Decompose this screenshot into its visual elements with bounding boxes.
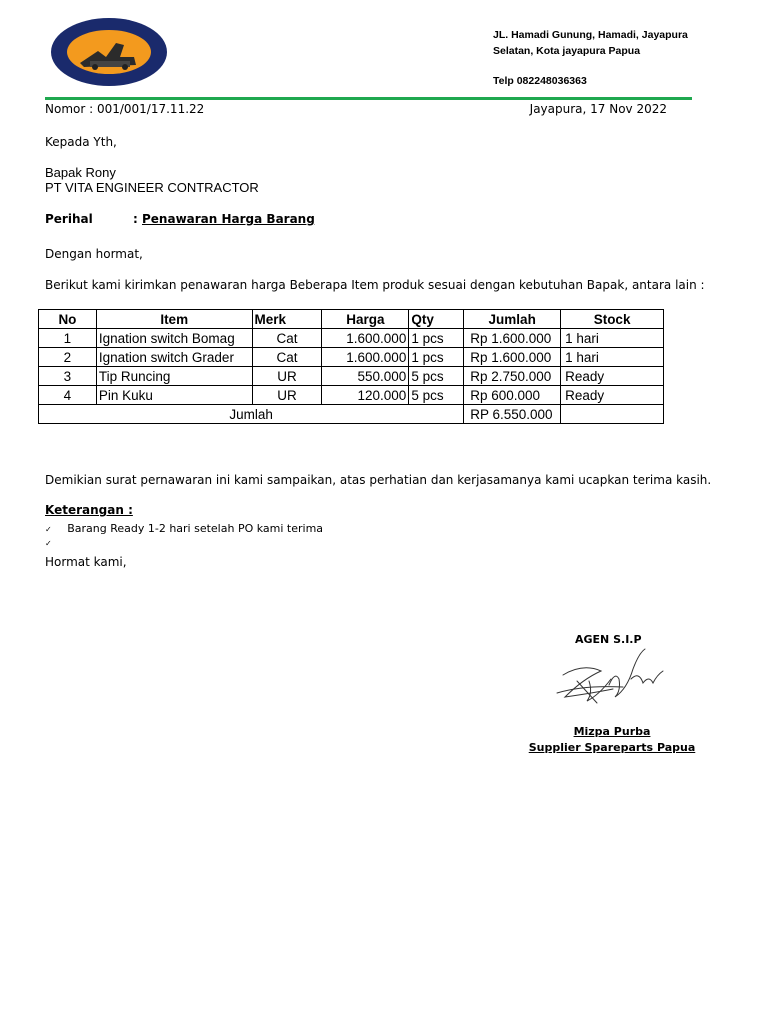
notes-item-2 — [45, 536, 52, 549]
subject-text: Penawaran Harga Barang — [142, 212, 315, 226]
handwritten-signature — [553, 645, 668, 707]
cell-no: 2 — [39, 348, 97, 367]
cell-harga: 1.600.000 — [322, 348, 409, 367]
table-row — [39, 329, 664, 348]
phone-number: Telp 082248036363 — [493, 75, 587, 87]
table-row — [39, 348, 664, 367]
cell-stock: Ready — [561, 367, 664, 386]
cell-item: Ignation switch Bomag — [96, 329, 252, 348]
cell-jumlah: Rp 600.000 — [464, 386, 561, 405]
company-logo — [50, 17, 168, 87]
cell-harga: 550.000 — [322, 367, 409, 386]
greeting: Dengan hormat, — [45, 247, 143, 261]
signatory-name: Mizpa Purba — [573, 725, 651, 738]
checkmark-icon: ✓ — [45, 539, 52, 548]
notes-item-1 — [45, 522, 323, 535]
cell-merk: UR — [252, 386, 322, 405]
table-row — [39, 367, 664, 386]
notes-item-text: Barang Ready 1-2 hari setelah PO kami terima — [67, 522, 324, 535]
cell-merk: Cat — [252, 329, 322, 348]
cell-harga: 120.000 — [322, 386, 409, 405]
cell-jumlah: Rp 1.600.000 — [464, 348, 561, 367]
letter-number: Nomor : 001/001/17.11.22 — [45, 102, 205, 116]
cell-no: 4 — [39, 386, 97, 405]
signatory-position: Supplier Spareparts Papua — [528, 741, 696, 754]
cell-qty: 5 pcs — [409, 386, 464, 405]
notes-label: Keterangan : — [45, 503, 133, 517]
cell-no: 1 — [39, 329, 97, 348]
cell-qty: 1 pcs — [409, 329, 464, 348]
total-value: RP 6.550.000 — [464, 405, 561, 424]
header-merk: Merk — [252, 310, 322, 329]
address-line-2: Selatan, Kota jayapura Papua — [493, 45, 641, 57]
header-jumlah: Jumlah — [464, 310, 561, 329]
cell-no: 3 — [39, 367, 97, 386]
cell-item: Ignation switch Grader — [96, 348, 252, 367]
address-line-1: JL. Hamadi Gunung, Hamadi, Jayapura — [493, 29, 688, 41]
header-no: No — [39, 310, 97, 329]
intro-paragraph: Berikut kami kirimkan penawaran harga Beberapa Item produk sesuai dengan kebutuhan Bapak, antara lain : — [45, 278, 705, 292]
cell-item: Pin Kuku — [96, 386, 252, 405]
cell-harga: 1.600.000 — [322, 329, 409, 348]
checkmark-icon: ✓ — [45, 525, 52, 534]
cell-merk: UR — [252, 367, 322, 386]
table-total-row — [39, 405, 664, 424]
total-empty-cell — [561, 405, 664, 424]
recipient-salutation: Kepada Yth, — [45, 135, 117, 149]
regards: Hormat kami, — [45, 555, 127, 569]
header-harga: Harga — [322, 310, 409, 329]
cell-merk: Cat — [252, 348, 322, 367]
cell-stock: 1 hari — [561, 348, 664, 367]
subject-separator: : — [133, 212, 138, 226]
price-table — [38, 309, 664, 424]
recipient-company: PT VITA ENGINEER CONTRACTOR — [45, 180, 259, 195]
closing-paragraph: Demikian surat pernawaran ini kami sampaikan, atas perhatian dan kerjasamanya kami ucapkan terima kasih. — [45, 473, 712, 487]
signatory-title: AGEN S.I.P — [575, 633, 642, 646]
signatory-block — [492, 724, 732, 756]
cell-stock: Ready — [561, 386, 664, 405]
header-item: Item — [96, 310, 252, 329]
cell-qty: 5 pcs — [409, 367, 464, 386]
place-date: Jayapura, 17 Nov 2022 — [529, 102, 667, 116]
letterhead-divider — [45, 97, 692, 100]
cell-jumlah: Rp 1.600.000 — [464, 329, 561, 348]
table-row — [39, 386, 664, 405]
subject-value — [133, 212, 315, 226]
header-qty: Qty — [409, 310, 464, 329]
cell-item: Tip Runcing — [96, 367, 252, 386]
total-label: Jumlah — [39, 405, 464, 424]
header-stock: Stock — [561, 310, 664, 329]
cell-qty: 1 pcs — [409, 348, 464, 367]
table-header-row — [39, 310, 664, 329]
cell-stock: 1 hari — [561, 329, 664, 348]
cell-jumlah: Rp 2.750.000 — [464, 367, 561, 386]
letterhead-address — [493, 27, 688, 89]
subject-label: Perihal — [45, 212, 93, 226]
recipient-name: Bapak Rony — [45, 165, 116, 180]
